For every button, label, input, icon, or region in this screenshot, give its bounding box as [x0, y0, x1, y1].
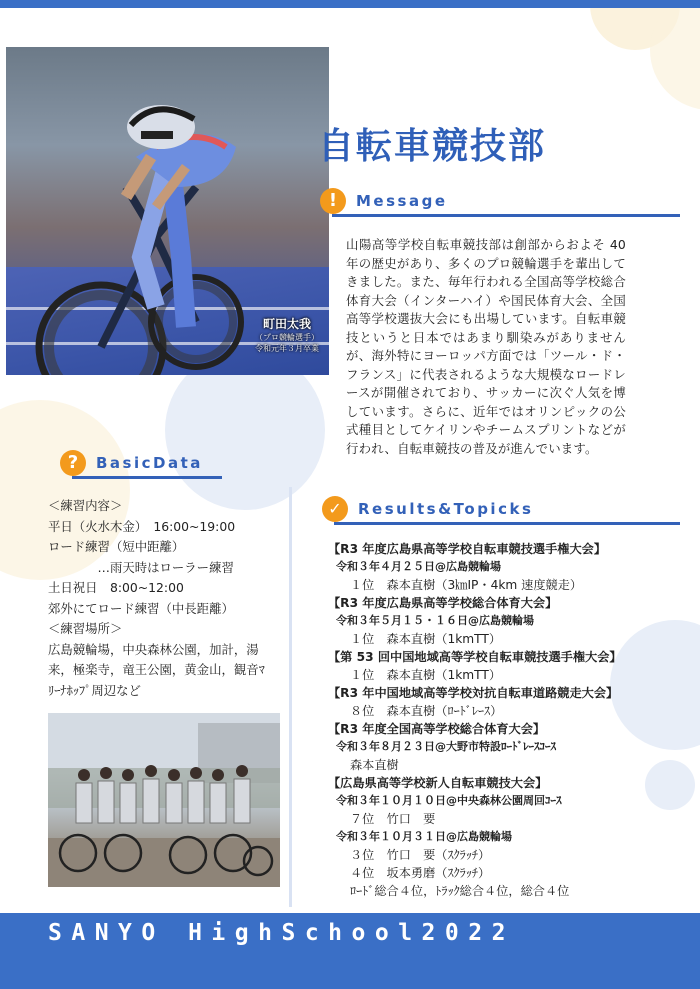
- result-placement: ８位 森本直樹（ﾛｰﾄﾞﾚｰｽ）: [350, 704, 503, 718]
- basicdata-line: ＜練習内容＞: [48, 498, 123, 513]
- basicdata-line: …雨天時はローラー練習: [48, 559, 234, 575]
- hero-caption: [255, 315, 319, 354]
- hero-sub1: （プロ競輪選手）: [255, 333, 319, 342]
- result-date: 令和３年４月２５日@広島競輪場: [336, 560, 501, 573]
- basicdata-heading: [60, 450, 220, 478]
- result-date: 令和３年１０月３１日@広島競輪場: [336, 830, 512, 843]
- result-event-title: 【R3 年中国地域高等学校対抗自転車道路競走大会】: [328, 686, 619, 700]
- message-underline: [332, 214, 680, 217]
- message-body: 山陽高等学校自転車競技部は創部からおよそ 40 年の歴史があり、多くのプロ競輪選手を輩出してきました。また、毎年行われる全国高等学校総合体育大会（インターハイ）や国民体育大会、全国高等学校選抜大会にも出場しています。自転車競技というと日本ではあまり馴染みがありませんが、海外特にヨーロッパ方面では「ツール・ド・フランス」に代表されるような大規模なロードレースが開催されており、サッカーに次ぐ人気を博しています。さらに、近年ではオリンピックの公式種目としてケイリンやチームスプリントなどが行われ、自転車競技の普及が進んでいます。: [346, 237, 626, 456]
- result-date: 令和３年８月２３日@大野市特設ﾛｰﾄﾞﾚｰｽｺｰｽ: [336, 740, 556, 753]
- top-bar: [0, 0, 700, 8]
- hero-sub2: 令和元年３月卒業: [255, 344, 319, 353]
- hero-name: 町田太我: [262, 317, 311, 331]
- team-photo-illustration: [48, 713, 280, 887]
- result-placement: １位 森本直樹（1kmTT）: [350, 668, 502, 682]
- result-date: 令和３年５月１５・１６日@広島競輪場: [336, 614, 534, 627]
- basicdata-line: 来，極楽寺，竜王公園，黄金山，観音ﾏ: [48, 662, 265, 677]
- basicdata-line: 広島競輪場，中央森林公園，加計，湯: [48, 641, 259, 657]
- result-placement: ﾛｰﾄﾞ総合４位，ﾄﾗｯｸ総合４位，総合４位: [350, 884, 570, 898]
- basicdata-line: 平日（火水木金） 16:00~19:00: [48, 518, 236, 534]
- basicdata-line: ロード練習（短中距離）: [48, 539, 185, 554]
- team-photo: [48, 713, 280, 887]
- results-list: [328, 540, 658, 900]
- check-icon: ✓: [322, 496, 348, 522]
- basicdata-line: ＜練習場所＞: [48, 621, 123, 636]
- result-placement: １位 森本直樹（3㎞IP・4km 速度競走）: [350, 578, 583, 592]
- result-event-title: 【R3 年度全国高等学校総合体育大会】: [328, 722, 546, 736]
- question-icon: ?: [60, 450, 86, 476]
- result-date: 令和３年１０月１０日@中央森林公園周回ｺｰｽ: [336, 794, 562, 807]
- results-heading-label: Results&Topicks: [358, 500, 534, 518]
- column-divider: [289, 487, 292, 907]
- page-title: 自転車競技部: [318, 126, 547, 167]
- basicdata-underline: [72, 476, 222, 479]
- basicdata-heading-label: BasicData: [96, 454, 203, 472]
- result-placement: ４位 坂本勇磨（ｽｸﾗｯﾁ）: [350, 866, 491, 880]
- result-event-title: 【R3 年度広島県高等学校総合体育大会】: [328, 596, 558, 610]
- result-event-title: 【R3 年度広島県高等学校自転車競技選手権大会】: [328, 542, 607, 556]
- result-event-title: 【第 53 回中国地域高等学校自転車競技選手権大会】: [328, 650, 622, 664]
- result-placement: １位 森本直樹（1kmTT）: [350, 632, 502, 646]
- results-heading: [322, 496, 682, 524]
- basicdata-line: ﾘｰﾅﾎｯﾌﾟ周辺など: [48, 682, 141, 698]
- basicdata-line: 郊外にてロード練習（中長距離）: [48, 600, 234, 616]
- message-heading-label: Message: [356, 192, 448, 210]
- message-heading: [320, 188, 680, 216]
- result-placement: 森本直樹: [350, 758, 399, 772]
- results-underline: [334, 522, 680, 525]
- hero-photo: [6, 47, 329, 375]
- result-placement: ７位 竹口 要: [350, 812, 436, 826]
- result-placement: ３位 竹口 要（ｽｸﾗｯﾁ）: [350, 848, 491, 862]
- basicdata-list: [48, 496, 265, 701]
- exclamation-icon: !: [320, 188, 346, 214]
- result-event-title: 【広島県高等学校新人自転車競技大会】: [328, 776, 548, 790]
- basicdata-line: 土日祝日 8:00~12:00: [48, 580, 184, 595]
- footer-text: SANYO HighSchool2022: [48, 920, 515, 946]
